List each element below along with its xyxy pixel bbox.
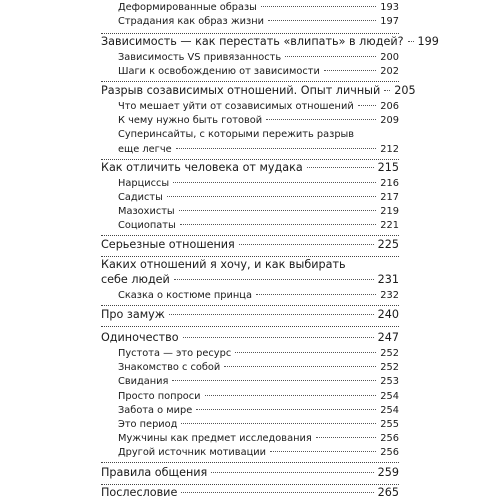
dot-leader (266, 119, 376, 120)
toc-section (101, 161, 399, 174)
toc-entry-page: 216 (380, 178, 399, 189)
toc-entry (118, 115, 399, 126)
toc-entry (118, 376, 399, 387)
dot-leader (324, 70, 376, 71)
section-divider (101, 326, 399, 327)
toc-entry-title: Деформированные образы (118, 2, 257, 13)
toc-entry-title: Другой источник мотивации (118, 447, 266, 458)
dot-leader (167, 196, 376, 197)
dot-leader (183, 337, 374, 338)
toc-entry-title-line2: еще легче (118, 144, 172, 155)
toc-entry (118, 52, 399, 63)
toc-entry (118, 16, 399, 27)
toc-section (101, 331, 399, 344)
dot-leader (256, 294, 376, 295)
toc-entry (118, 433, 399, 444)
toc-entry (118, 362, 399, 373)
toc-section-title: Серьезные отношения (101, 238, 235, 251)
toc-entry-title-line1: Суперинсайты, с которыми пережить разрыв (118, 129, 355, 140)
toc-entry-title: Что мешает уйти от созависимых отношений (118, 101, 354, 112)
toc-entry-title: Нарциссы (118, 178, 170, 189)
toc-section-page: 240 (377, 308, 399, 321)
toc-section-page: 205 (394, 84, 416, 97)
toc-section-title: Одиночество (101, 331, 179, 344)
toc-entry-page: 206 (380, 101, 399, 112)
dot-leader (211, 472, 373, 473)
toc-section-page: 247 (377, 331, 399, 344)
toc-entry (118, 101, 399, 112)
toc-entry-page: 200 (380, 52, 399, 63)
toc-section (101, 84, 416, 97)
toc-section (101, 273, 399, 286)
toc-entry (118, 192, 399, 203)
section-divider (101, 484, 399, 485)
dot-leader (261, 6, 376, 7)
toc-section-page: 231 (377, 273, 399, 286)
toc-entry-title: Садисты (118, 192, 163, 203)
toc-entry (118, 66, 399, 77)
dot-leader (270, 451, 376, 452)
dot-leader (235, 352, 376, 353)
section-divider (101, 305, 399, 306)
section-divider (101, 256, 399, 257)
toc-entry-page: 193 (380, 2, 399, 13)
toc-entry-title: Социопаты (118, 220, 176, 231)
toc-entry (118, 405, 399, 416)
toc-entry (118, 290, 399, 301)
dot-leader (172, 380, 376, 381)
toc-section-title: Про замуж (101, 308, 165, 321)
toc-entry-page: 256 (380, 447, 399, 458)
dot-leader (173, 182, 376, 183)
dot-leader (316, 437, 377, 438)
toc-entry-page: 217 (380, 192, 399, 203)
toc-section-page: 259 (377, 466, 399, 479)
toc-section-title: Послесловие (101, 486, 178, 499)
toc-entry-title: Страдания как образ жизни (118, 16, 265, 27)
toc-entry-title: Свидания (118, 376, 169, 387)
toc-entry-title: К чему нужно быть готовой (118, 115, 263, 126)
toc-entry-page: 252 (380, 362, 399, 373)
toc-entry (118, 178, 399, 189)
toc-entry (118, 144, 399, 155)
toc-entry-title: Пустота — это ресурс (118, 348, 232, 359)
toc-entry-title: Знакомство с собой (118, 362, 221, 373)
toc-section-page: 225 (377, 238, 399, 251)
dot-leader (205, 395, 377, 396)
toc-entry-title: Мужчины как предмет исследования (118, 433, 312, 444)
dot-leader (196, 409, 376, 410)
toc-section-page: 265 (377, 486, 399, 499)
toc-section-page: 199 (417, 35, 439, 48)
toc-entry (118, 447, 399, 458)
section-divider (101, 462, 399, 463)
toc-entry-page: 256 (380, 433, 399, 444)
section-divider (101, 159, 399, 160)
dot-leader (358, 105, 377, 106)
toc-section-title-line1: Каких отношений я хочу, и как выбирать (101, 258, 346, 271)
toc-section (101, 238, 399, 251)
toc-entry-title: Шаги к освобождению от зависимости (118, 66, 320, 77)
toc-section-title: Правила общения (101, 466, 208, 479)
toc-entry-page: 202 (380, 66, 399, 77)
toc-entry-title: Зависимость VS привязанность (118, 52, 282, 63)
toc-entry-title: Мазохисты (118, 206, 175, 217)
dot-leader (307, 167, 374, 168)
dot-leader (176, 148, 377, 149)
toc-entry-title: Забота о мире (118, 405, 193, 416)
dot-leader (239, 244, 374, 245)
toc-entry-page: 252 (380, 348, 399, 359)
toc-entry-page: 255 (380, 419, 399, 430)
toc-entry-title: Это период (118, 419, 178, 430)
toc-entry (118, 391, 399, 402)
section-divider (101, 235, 399, 236)
toc-entry-title: Просто попроси (118, 391, 201, 402)
toc-entry (118, 220, 399, 231)
dot-leader (181, 492, 373, 493)
toc-entry-page: 254 (380, 391, 399, 402)
toc-section (101, 466, 399, 479)
toc-section-title: Как отличить человека от мудака (101, 161, 303, 174)
toc-entry (118, 2, 399, 13)
toc-entry-page: 253 (380, 376, 399, 387)
toc-entry-page: 232 (380, 290, 399, 301)
dot-leader (181, 423, 376, 424)
dot-leader (384, 90, 390, 91)
toc-section-page: 215 (377, 161, 399, 174)
dot-leader (285, 56, 376, 57)
dot-leader (179, 210, 377, 211)
toc-entry-page: 221 (380, 220, 399, 231)
toc-entry (118, 419, 399, 430)
toc-entry-page: 254 (380, 405, 399, 416)
toc-section-title: Разрыв созависимых отношений. Опыт личный (101, 84, 381, 97)
dot-leader (180, 224, 377, 225)
dot-leader (268, 20, 376, 21)
toc-entry-page: 219 (380, 206, 399, 217)
toc-entry-title: Сказка о костюме принца (118, 290, 252, 301)
toc-section (101, 486, 399, 499)
section-divider (101, 81, 399, 82)
toc-section-title-line2: себе людей (101, 273, 170, 286)
toc-entry-page: 197 (380, 16, 399, 27)
toc-section-title: Зависимость — как перестать «влипать» в людей? (101, 35, 404, 48)
toc-section (101, 35, 439, 48)
dot-leader (169, 314, 374, 315)
toc-entry (118, 348, 399, 359)
toc-entry (118, 206, 399, 217)
toc-section (101, 308, 399, 321)
dot-leader (224, 366, 376, 367)
dot-leader (408, 41, 414, 42)
toc-entry-page: 212 (380, 144, 399, 155)
section-divider (101, 33, 399, 34)
dot-leader (174, 279, 374, 280)
toc-entry-page: 209 (380, 115, 399, 126)
